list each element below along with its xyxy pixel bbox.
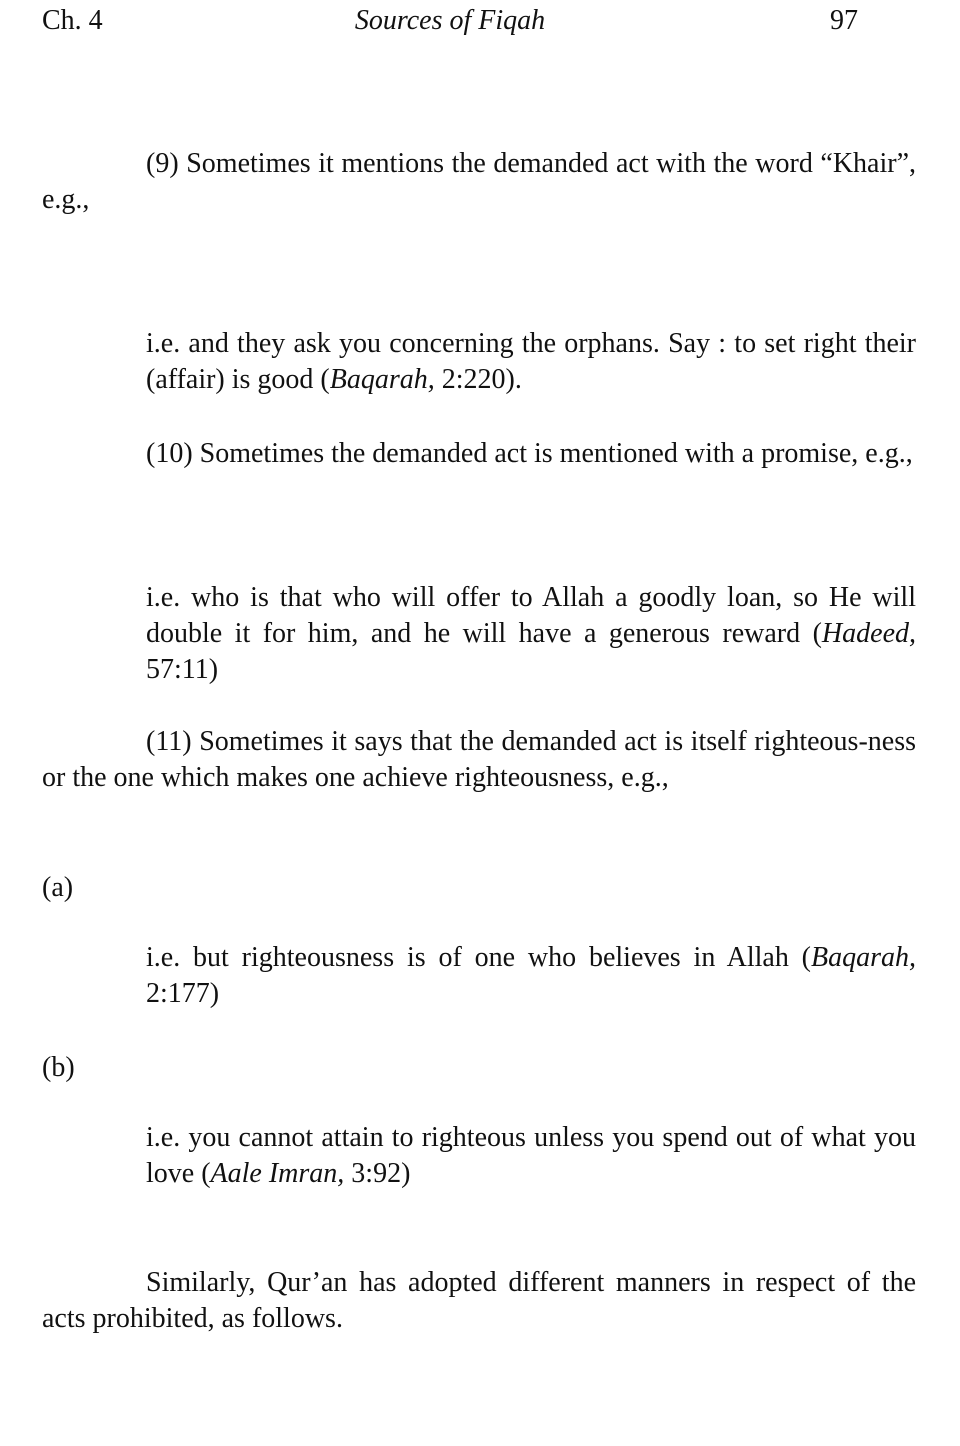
reference-source: Aale Imran, xyxy=(210,1158,345,1189)
item-label-b: (b) xyxy=(42,1052,75,1083)
reference-verse: 2:220). xyxy=(434,364,522,395)
paragraph-11: (11) Sometimes it says that the demanded act is itself righteous-ness or the one which makes one achieve righteousness, e.g., xyxy=(42,726,916,793)
reference-verse: 57:11) xyxy=(146,654,219,685)
closing-paragraph: Similarly, Qur’an has adopted different manners in respect of the acts prohibited, as follows. xyxy=(42,1267,916,1334)
page-number: 97 xyxy=(830,5,858,36)
reference-source: Hadeed, xyxy=(821,618,916,649)
item-label-a: (a) xyxy=(42,872,74,903)
reference-source: Baqarah, xyxy=(329,364,435,395)
page-header xyxy=(42,2,858,42)
translation-b xyxy=(146,1120,916,1192)
translation-text: i.e. you cannot attain to righteous unless you spend out of what you love ( xyxy=(146,1122,916,1189)
translation-text: i.e. who is that who will offer to Allah a goodly loan, so He will double it for him, and he will have a generous reward ( xyxy=(146,582,916,649)
translation-9 xyxy=(146,326,916,398)
translation-10 xyxy=(146,580,916,688)
reference-verse: 3:92) xyxy=(344,1158,411,1189)
running-title: Sources of Fiqah xyxy=(354,5,546,36)
translation-a xyxy=(146,940,916,1012)
reference-verse: 2:177) xyxy=(146,978,220,1009)
paragraph-9: (9) Sometimes it mentions the demanded act with the word “Khair”, e.g., xyxy=(42,148,916,215)
translation-text: i.e. but righteousness is of one who believes in Allah ( xyxy=(146,942,811,973)
paragraph-10: (10) Sometimes the demanded act is mentioned with a promise, e.g., xyxy=(146,438,913,469)
reference-source: Baqarah, xyxy=(811,942,916,973)
chapter-label: Ch. 4 xyxy=(42,5,103,36)
translation-text: i.e. and they ask you concerning the orphans. Say : to set right their (affair) is good ( xyxy=(146,328,916,395)
